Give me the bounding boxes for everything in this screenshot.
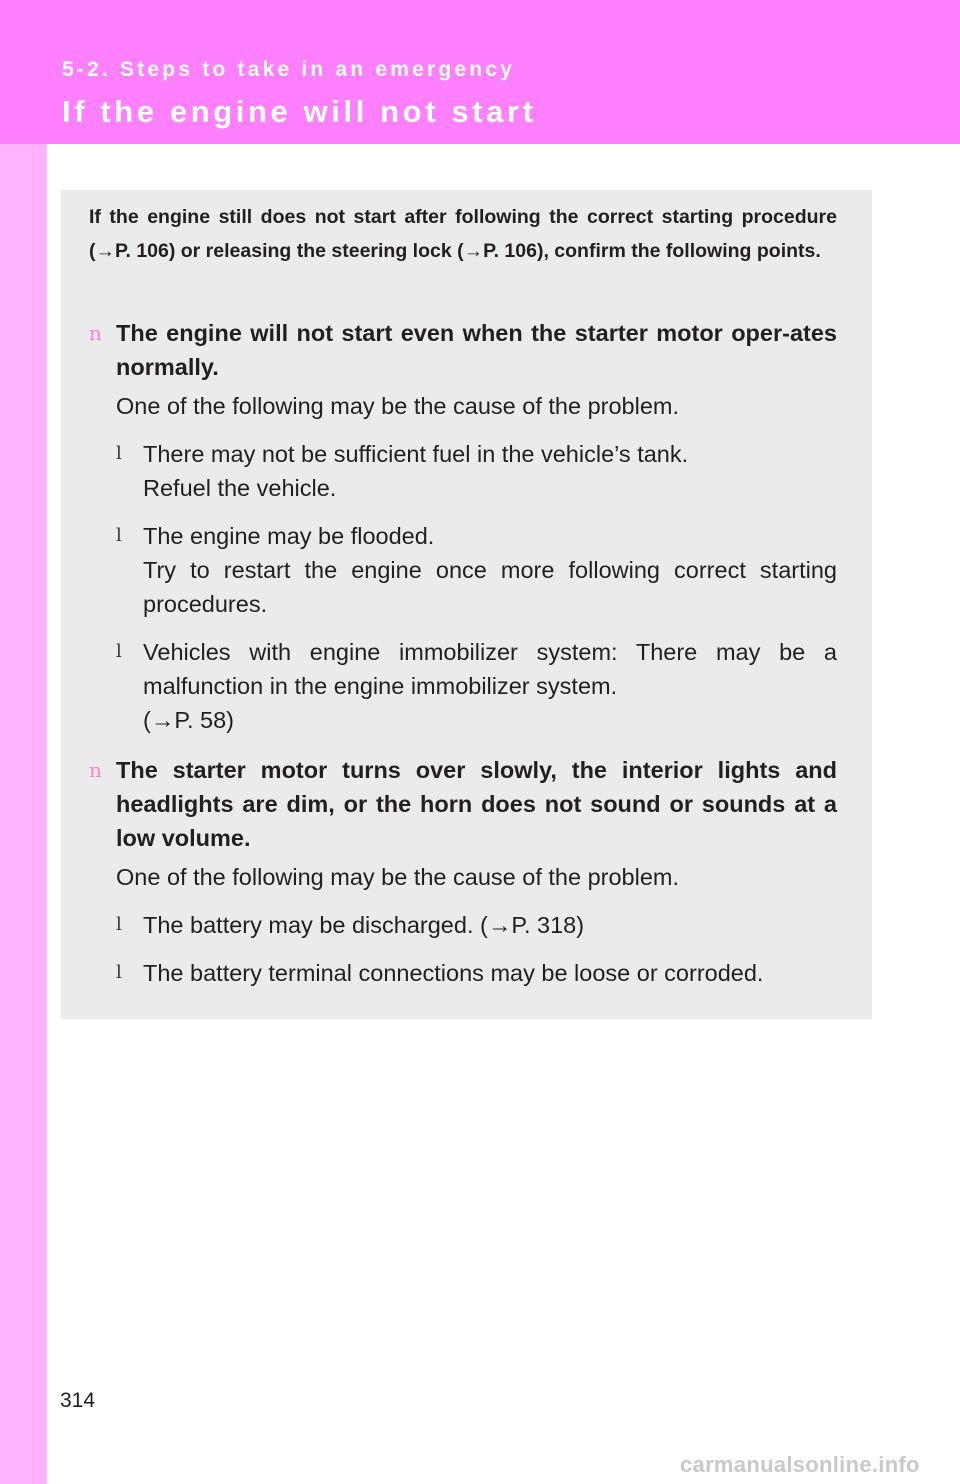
bullet-marker: l bbox=[116, 443, 122, 464]
bullet-text: There may not be sufficient fuel in the vehicle’s tank. bbox=[143, 441, 689, 467]
watermark: carmanualsonline.info bbox=[680, 1452, 920, 1477]
bullet-text: (→P. 58) bbox=[143, 707, 234, 733]
section-title: The engine will not start even when the starter motor oper-ates normally. bbox=[116, 320, 837, 380]
cause-list bbox=[89, 437, 837, 737]
list-item bbox=[116, 956, 837, 990]
cause-list bbox=[89, 908, 837, 990]
page-title: If the engine will not start bbox=[62, 94, 537, 129]
bullet-text: The battery may be discharged. (→P. 318) bbox=[143, 912, 585, 938]
section-engine-no-start bbox=[89, 316, 837, 751]
list-item bbox=[116, 519, 837, 621]
list-item bbox=[116, 635, 837, 737]
side-color-band bbox=[0, 0, 47, 1484]
bullet-marker: l bbox=[116, 962, 122, 983]
bullet-text: Vehicles with engine immobilizer system: There may be a malfunction in the engine immobilizer system. bbox=[143, 639, 837, 699]
bullet-marker: l bbox=[116, 525, 122, 546]
section-lead: One of the following may be the cause of the problem. bbox=[116, 864, 680, 890]
list-item bbox=[116, 908, 837, 942]
section-label: 5-2. Steps to take in an emergency bbox=[62, 58, 516, 81]
page-header bbox=[0, 0, 960, 144]
bullet-text: Refuel the vehicle. bbox=[143, 475, 337, 501]
section-starter-slow bbox=[89, 753, 837, 1004]
page-number: 314 bbox=[60, 1389, 96, 1412]
section-marker: n bbox=[89, 321, 102, 345]
bullet-text: Try to restart the engine once more following correct starting procedures. bbox=[143, 557, 837, 617]
section-lead: One of the following may be the cause of the problem. bbox=[116, 393, 680, 419]
section-title: The starter motor turns over slowly, the interior lights and headlights are dim, or the horn does not sound or sounds at a low volume. bbox=[116, 757, 837, 851]
bullet-text: The battery terminal connections may be loose or corroded. bbox=[143, 960, 764, 986]
intro-paragraph: If the engine still does not start after following the correct starting procedure (→P. 106) or releasing the steering lock (→P. 106), confirm the following points. bbox=[89, 206, 837, 262]
bullet-marker: l bbox=[116, 641, 122, 662]
bullet-text: The engine may be flooded. bbox=[143, 523, 435, 549]
section-marker: n bbox=[89, 758, 102, 782]
bullet-marker: l bbox=[116, 914, 122, 935]
list-item bbox=[116, 437, 837, 505]
